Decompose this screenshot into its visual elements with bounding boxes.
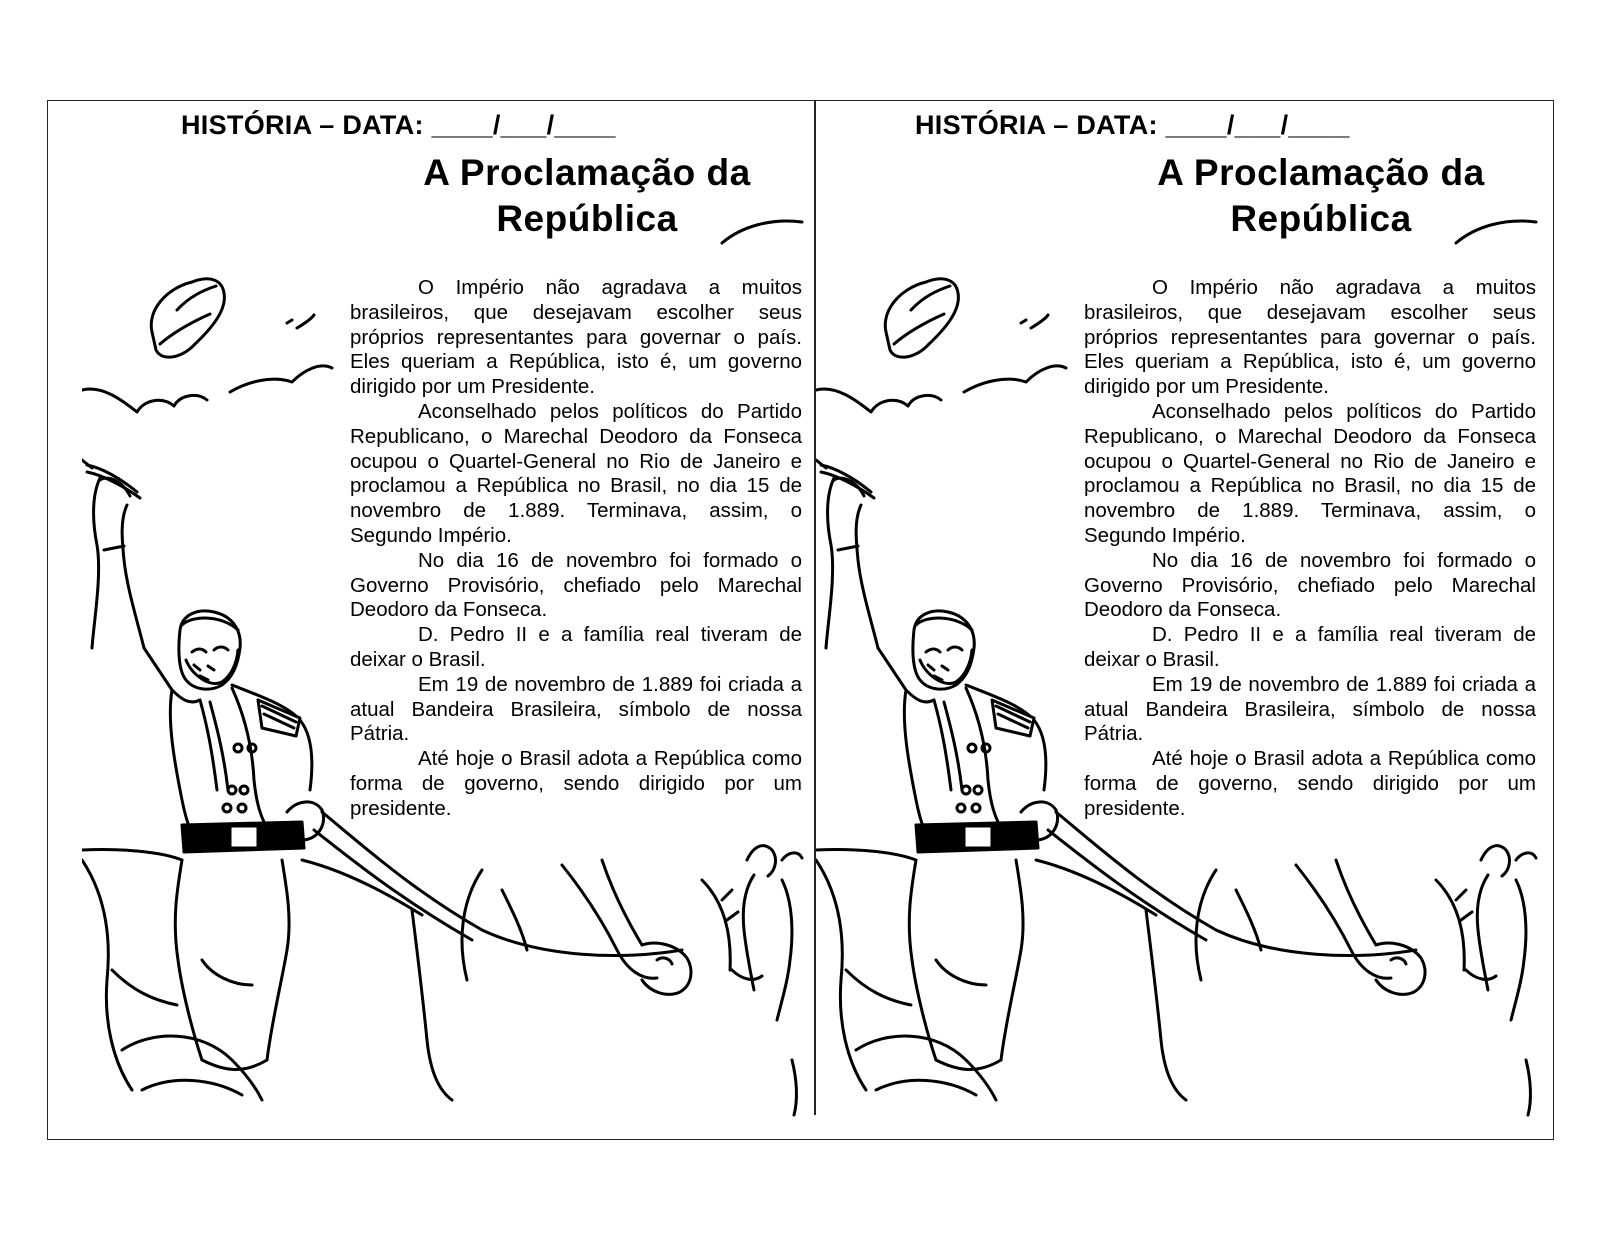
paragraph: No dia 16 de novembro foi formado o Governo Provisório, chefiado pelo Marechal Deodoro da Fonseca. <box>1084 548 1536 622</box>
history-text <box>1084 276 1536 822</box>
paragraph: O Império não agradava a muitos brasileiros, que desejavam escolher seus próprios representantes para governar o país. Eles queriam a República, isto é, um governo dirigido por um Presidente. <box>350 276 802 399</box>
history-text <box>350 276 802 822</box>
paragraph: Aconselhado pelos políticos do Partido Republicano, o Marechal Deodoro da Fonseca ocupou o Quartel-General no Rio de Janeiro e proclamou a República no Brasil, no dia 15 de novembro de 1.889. Terminava, assim, o Segundo Império. <box>1084 399 1536 547</box>
worksheet-title <box>357 150 817 242</box>
paragraph: Até hoje o Brasil adota a República como forma de governo, sendo dirigido por um presidente. <box>350 747 802 820</box>
paragraph: No dia 16 de novembro foi formado o Governo Provisório, chefiado pelo Marechal Deodoro da Fonseca. <box>350 548 802 622</box>
paragraph: D. Pedro II e a família real tiveram de deixar o Brasil. <box>1084 623 1536 671</box>
paragraph: Em 19 de novembro de 1.889 foi criada a atual Bandeira Brasileira, símbolo de nossa Pátria. <box>1084 672 1536 746</box>
paragraph: Aconselhado pelos políticos do Partido Republicano, o Marechal Deodoro da Fonseca ocupou o Quartel-General no Rio de Janeiro e proclamou a República no Brasil, no dia 15 de novembro de 1.889. Terminava, assim, o Segundo Império. <box>350 399 802 547</box>
worksheet-title <box>1091 150 1551 242</box>
paragraph: Em 19 de novembro de 1.889 foi criada a atual Bandeira Brasileira, símbolo de nossa Pátria. <box>350 672 802 746</box>
title-line-2: República <box>1230 198 1412 239</box>
date-header: HISTÓRIA – DATA: ____/___/____ <box>181 110 616 140</box>
worksheet-copy-left <box>82 100 817 1140</box>
paragraph: D. Pedro II e a família real tiveram de deixar o Brasil. <box>350 623 802 671</box>
paragraph: O Império não agradava a muitos brasileiros, que desejavam escolher seus próprios representantes para governar o país. Eles queriam a República, isto é, um governo dirigido por um Presidente. <box>1084 276 1536 399</box>
worksheet-copy-right <box>816 100 1551 1140</box>
title-line-1: A Proclamação da <box>1157 152 1485 193</box>
title-line-2: República <box>496 198 678 239</box>
paragraph: Até hoje o Brasil adota a República como forma de governo, sendo dirigido por um presidente. <box>1084 747 1536 820</box>
date-header: HISTÓRIA – DATA: ____/___/____ <box>915 110 1350 140</box>
title-line-1: A Proclamação da <box>423 152 751 193</box>
